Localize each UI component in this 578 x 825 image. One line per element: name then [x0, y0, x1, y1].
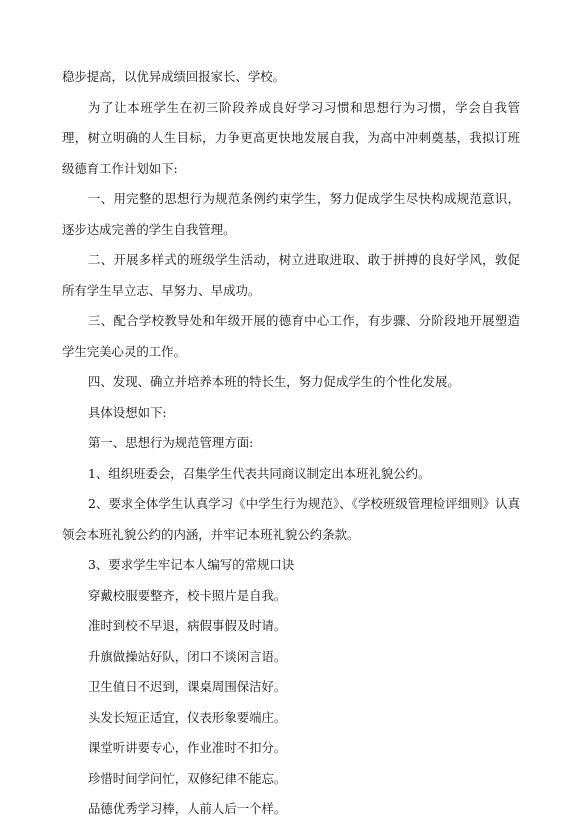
- paragraph-8: 第一、思想行为规范管理方面:: [88, 435, 254, 450]
- document-body: [62, 62, 520, 825]
- paragraph-7: 具体设想如下:: [88, 404, 167, 420]
- paragraph-15: 卫生值日不迟到，课桌周围保洁好。: [88, 679, 287, 694]
- paragraph-6: 四、发现、确立并培养本班的特长生，努力促成学生的个性化发展。: [88, 374, 460, 389]
- paragraph-12: 穿戴校服要整齐，校卡照片是自我。: [88, 587, 287, 603]
- paragraph-11: 3、要求学生牢记本人编写的常规口诀: [88, 557, 295, 572]
- paragraph-16: 头发长短正适宜，仪表形象要端庄。: [88, 709, 287, 725]
- paragraph-14: 升旗做操站好队，闭口不谈闲言语。: [88, 648, 287, 664]
- paragraph-18: 珍惜时间学问忙，双修纪律不能忘。: [88, 770, 287, 786]
- paragraph-19: 品德优秀学习棒，人前人后一个样。: [88, 801, 287, 816]
- paragraph-10: 2、要求全体学生认真学习《中学生行为规范》、《学校班级管理检评细则》认真领会本班礼貌公约的内涵，并牢记本班礼貌公约条款。: [62, 496, 520, 542]
- paragraph-9: 1、组织班委会，召集学生代表共同商议制定出本班礼貌公约。: [88, 465, 431, 481]
- paragraph-2: 为了让本班学生在初三阶段养成良好学习习惯和思想行为习惯，学会自我管理，树立明确的人生目标，力争更高更快地发展自我，为高中冲刺奠基，我拟订班级德育工作计划如下:: [62, 99, 520, 176]
- paragraph-5: 三、配合学校教导处和年级开展的德育中心工作，有步骤、分阶段地开展塑造学生完美心灵的工作。: [62, 313, 520, 359]
- paragraph-13: 准时到校不早退，病假事假及时请。: [88, 618, 287, 633]
- paragraph-17: 课堂听讲要专心，作业准时不扣分。: [88, 740, 287, 755]
- paragraph-1: 稳步提高，以优异成绩回报家长、学校。: [62, 69, 286, 84]
- paragraph-4: 二、开展多样式的班级学生活动，树立进取进取、敢于拼搏的良好学风，敦促所有学生早立志、早努力、早成功。: [62, 252, 520, 298]
- paragraph-3: 一、用完整的思想行为规范条例约束学生，努力促成学生尽快构成规范意识，逐步达成完善的学生自我管理。: [62, 191, 520, 237]
